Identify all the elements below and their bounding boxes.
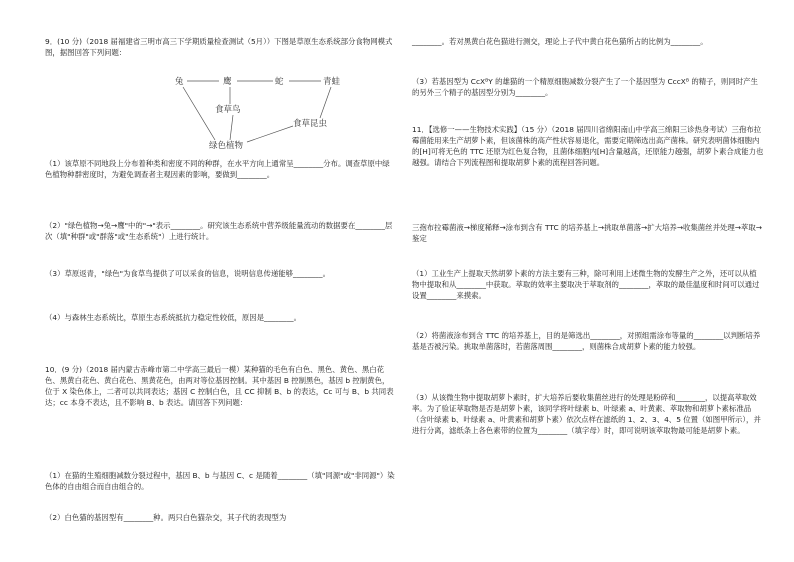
q10-part3: （3）若基因型为 CcXᴮY 的雄猫的一个精原细胞减数分裂产生了一个基因型为 CccXᴮ 的精子，则同时产生的另外三个精子的基因型分别为________。 [412, 77, 758, 97]
q11-part1: （1）工业生产上提取天然胡萝卜素的方法主要有三种，除可利用上述微生物的发酵生产之外，还可以从植物中提取和从________中获取。萃取的效率主要取决于萃取剂的________，萃取的最佳温度和时间可以通过设置________来摸索。 [412, 269, 760, 300]
arrow-plant-insect [247, 126, 293, 142]
q11-part3: （3）从该微生物中提取胡萝卜素时，扩大培养后要收集菌丝进行的处理是粉碎和________，以提高萃取效率。为了验证萃取物是否是胡萝卜素，该同学将叶绿素 b、叶绿素 a、叶黄素、萃取物和胡萝卜素标准品（含叶绿素 b、叶绿素 a、叶黄素和胡萝卜素）依次点样在滤纸的 1、2、3、4、5 位置（如图甲所示），并进行分离，滤纸条上各色素带的位置为________（填字母）时，即可说明该萃取物最可能是胡萝卜素。 [412, 393, 761, 435]
node-frog: 青蛙 [323, 77, 341, 87]
q9-part1: （1）该草原不同地段上分布着种类和密度不同的种群，在水平方向上通常呈________分布。调查草原中绿色植物种群密度时，为避免调查者主观因素的影响，要做到________。 [45, 159, 390, 179]
q11-flowchart: 三孢布拉霉菌液→梯度稀释→涂布到含有 TTC 的培养基上→挑取单菌落→扩大培养→收集菌丝并处理→萃取→鉴定 [412, 223, 762, 243]
q9-part4: （4）与森林生态系统比，草原生态系统抵抗力稳定性较低，原因是________。 [45, 313, 301, 322]
arrow-plant-rabbit [183, 87, 215, 140]
arrow-plant-bird [230, 115, 233, 140]
q10-part2: （2）白色猫的基因型有________种。两只白色猫杂交，其子代的表现型为 [45, 513, 287, 522]
node-snake: 蛇 [275, 77, 284, 87]
node-plant: 绿色植物 [209, 141, 244, 151]
node-insect: 食草昆虫 [293, 119, 328, 129]
node-rabbit: 兔 [175, 77, 184, 87]
q10-heading: 10．(9 分)（2018 届内蒙古赤峰市第二中学高三最后一模）某种猫的毛色有白色、黑色、黄色、黑白花色、黑黄白花色、黄白花色、黑黄花色，由两对等位基因控制。其中基因 B 控制黑色，基因 b 控制黄色，位于 X 染色体上，二者可以共同表达；基因 C 控制白色，且 CC 抑制 B、b 的表达，Cc 可与 B、b 共同表达；cc 本身不表达，且不影响 B、b 表达。请回答下列问题： [45, 365, 394, 407]
q11-heading: 11．【选修一——生物技术实践】（15 分）（2018 届四川省绵阳南山中学高三绵阳三诊热身考试）三孢布拉霉菌能用来生产胡萝卜素，但该菌株的高产性状容易退化，需要定期筛选出高产菌株。研究表明菌体细胞内的[H]可将无色的 TTC 还原为红色复合物，且菌体细胞内[H]含量越高，还原能力越强，胡萝卜素合成能力也越强。请结合下列流程图和提取胡萝卜素的流程回答问题。 [412, 125, 764, 167]
q10-part2-continued: ________。若对黑黄白花色猫进行测交，理论上子代中黄白花色猫所占的比例为________。 [412, 37, 708, 46]
arrow-insect-frog [320, 87, 331, 118]
node-bird: 食草鸟 [215, 105, 241, 115]
q9-heading: 9．(10 分)（2018 届福建省三明市高三下学期质量检查测试（5月））下图是草原生态系统部分食物网模式图，据图回答下列问题： [45, 37, 393, 57]
q9-part3: （3）草原返青，"绿色"为食草鸟提供了可以采食的信息，说明信息传递能够________。 [45, 269, 330, 278]
q9-part2: （2）"绿色植物→兔→鹰"中的"→"表示________。研究该生态系统中营养级能量流动的数据要在________层次（填"种群"或"群落"或"生态系统"）上进行统计。 [45, 221, 393, 241]
q10-part1: （1）在猫的生殖细胞减数分裂过程中，基因 B、b 与基因 C、c 是随着________（填"同源"或"非同源"）染色体的自由组合而自由组合的。 [45, 471, 395, 491]
food-web-diagram [175, 72, 375, 152]
node-eagle: 鹰 [223, 77, 232, 87]
q11-part2: （2）将菌液涂布到含 TTC 的培养基上，目的是筛选出________，对照组需涂布等量的________以判断培养基是否被污染。挑取单菌落时，若菌落周围________，则菌株合成胡萝卜素的能力较强。 [412, 331, 761, 351]
